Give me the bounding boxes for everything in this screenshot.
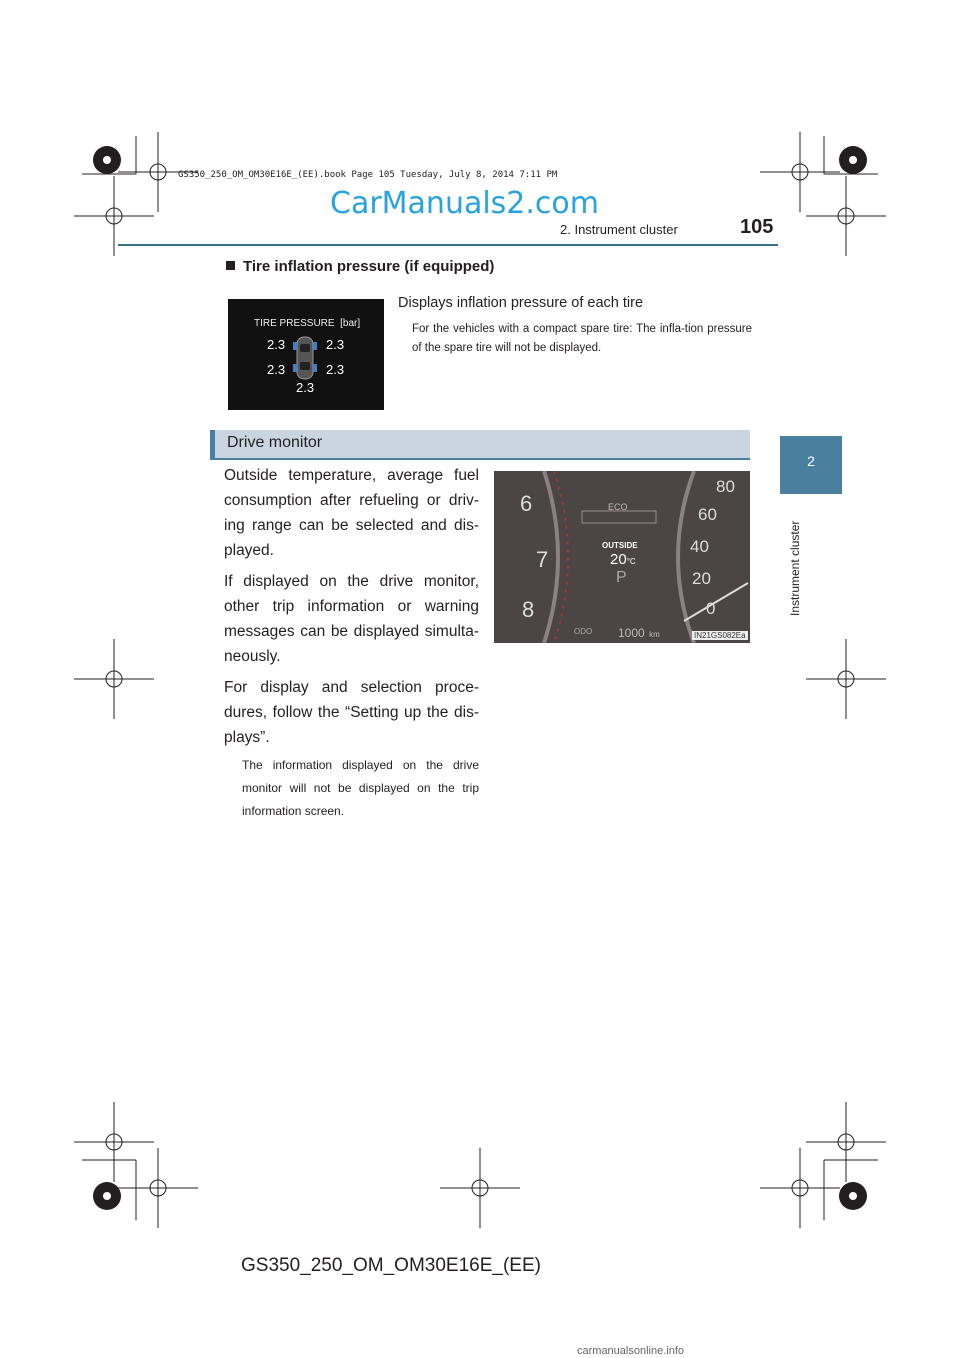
speed-number: 0 bbox=[706, 599, 716, 618]
outside-label: OUTSIDE bbox=[602, 541, 638, 550]
chapter-label-text: Instrument cluster bbox=[788, 520, 802, 616]
tire-pressure-front-left: 2.3 bbox=[267, 337, 286, 352]
tach-number: 7 bbox=[536, 547, 549, 572]
odo-unit: km bbox=[649, 630, 660, 639]
section-title: 2. Instrument cluster bbox=[560, 222, 678, 237]
chapter-tab bbox=[780, 436, 842, 494]
gear-indicator: P bbox=[616, 569, 627, 586]
car-top-icon bbox=[290, 334, 320, 382]
header-rule bbox=[118, 244, 778, 246]
registration-mark-icon bbox=[74, 639, 154, 719]
tach-number: 8 bbox=[522, 597, 535, 622]
speed-number: 80 bbox=[716, 477, 735, 496]
registration-mark-icon bbox=[74, 1102, 154, 1182]
temp-unit: °C bbox=[626, 557, 636, 566]
tire-pressure-rear-right: 2.3 bbox=[326, 362, 345, 377]
section-heading: Drive monitor bbox=[227, 434, 323, 451]
paragraph: If displayed on the drive monitor, other trip information or warning messages can be displayed simulta-neously. bbox=[224, 573, 479, 665]
chapter-label bbox=[786, 504, 806, 634]
tach-number: 6 bbox=[520, 491, 533, 516]
odo-label: ODO bbox=[574, 627, 593, 636]
tp-title-text: TIRE PRESSURE bbox=[254, 318, 335, 329]
print-info: GS350_250_OM_OM30E16E_(EE).book Page 105 Tuesday, July 8, 2014 7:11 PM bbox=[178, 170, 558, 180]
sunburst-mark-icon bbox=[93, 146, 121, 174]
tire-caption: Displays inflation pressure of each tire bbox=[398, 295, 644, 311]
square-bullet-icon bbox=[226, 261, 235, 270]
sunburst-mark-icon bbox=[93, 1182, 121, 1210]
registration-mark-icon bbox=[806, 1102, 886, 1182]
sunburst-mark-icon bbox=[839, 1182, 867, 1210]
body-text bbox=[224, 463, 479, 756]
odo-number: 1000 bbox=[618, 626, 645, 640]
registration-mark-icon bbox=[806, 176, 886, 256]
temp-number: 20 bbox=[610, 551, 627, 568]
sunburst-mark-icon bbox=[839, 146, 867, 174]
paragraph: Outside temperature, average fuel consumption after refueling or driv-ing range can be selected and dis-played. bbox=[224, 467, 479, 559]
chapter-number: 2 bbox=[807, 453, 815, 469]
registration-mark-icon bbox=[760, 132, 840, 212]
speed-number: 20 bbox=[692, 569, 711, 588]
speed-number: 60 bbox=[698, 505, 717, 524]
instrument-cluster-image bbox=[494, 471, 750, 643]
tire-pressure-rear-left: 2.3 bbox=[267, 362, 286, 377]
tire-pressure-front-right: 2.3 bbox=[326, 337, 345, 352]
registration-mark-icon bbox=[806, 639, 886, 719]
tire-caption-note: For the vehicles with a compact spare tire: The infla-tion pressure of the spare tire will not be displayed. bbox=[412, 323, 752, 354]
subheading-text: Tire inflation pressure (if equipped) bbox=[243, 258, 495, 275]
tp-unit: [bar] bbox=[340, 318, 361, 329]
image-code: IN21GS082Ea bbox=[694, 631, 746, 640]
note-text: The information displayed on the drive monitor will not be displayed on the trip information screen. bbox=[242, 758, 479, 818]
odo-value bbox=[618, 624, 660, 642]
page-number: 105 bbox=[740, 216, 774, 238]
paragraph: For display and selection proce-dures, follow the “Setting up the dis-plays”. bbox=[224, 679, 479, 746]
brand-watermark: carmanualsonline.info bbox=[577, 1345, 685, 1357]
watermark: CarManuals2.com bbox=[330, 186, 600, 221]
footer-code: GS350_250_OM_OM30E16E_(EE) bbox=[241, 1255, 541, 1276]
eco-label: ECO bbox=[608, 502, 628, 512]
subheading bbox=[226, 258, 494, 275]
tire-pressure-title bbox=[254, 318, 360, 329]
temperature-value bbox=[610, 551, 636, 569]
registration-mark-icon bbox=[440, 1148, 520, 1228]
speed-number: 40 bbox=[690, 537, 709, 556]
tire-pressure-spare: 2.3 bbox=[296, 380, 315, 395]
section-heading-bar bbox=[210, 430, 750, 460]
